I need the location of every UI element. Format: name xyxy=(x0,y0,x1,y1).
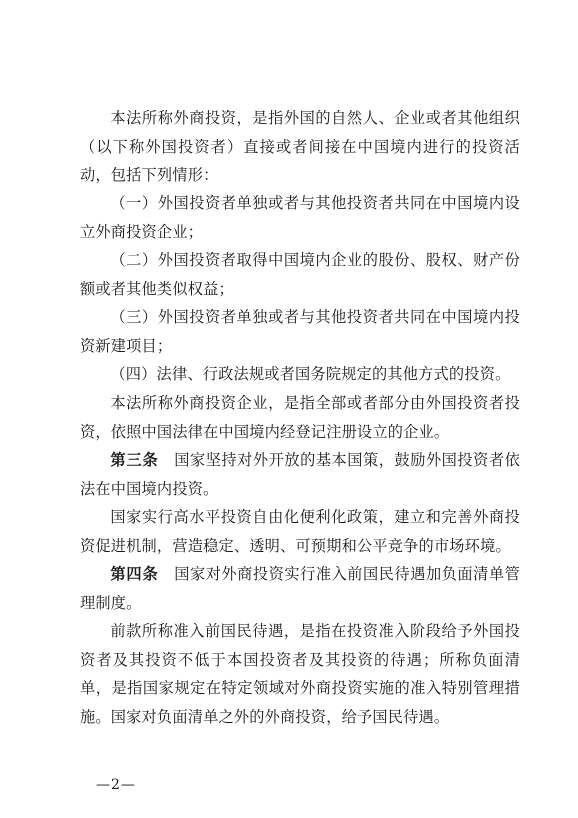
paragraph-article-4: 第四条 国家对外商投资实行准入前国民待遇加负面清单管理制度。 xyxy=(80,565,521,612)
paragraph-item-1: （一）外国投资者单独或者与其他投资者共同在中国境内设立外商投资企业； xyxy=(80,194,520,241)
paragraph-article-3: 第三条 国家坚持对外开放的基本国策，鼓励外国投资者依法在中国境内投资。 xyxy=(80,451,521,498)
paragraph-definition: 本法所称外商投资，是指外国的自然人、企业或者其他组织（以下称外国投资者）直接或者间接在中国境内进行的投资活动，包括下列情形： xyxy=(80,109,520,185)
paragraph-enterprise-definition: 本法所称外商投资企业，是指全部或者部分由外国投资者投资，依照中国法律在中国境内经登记注册设立的企业。 xyxy=(80,394,520,441)
article-4-number: 第四条 xyxy=(110,565,159,583)
paragraph-item-3: （三）外国投资者单独或者与其他投资者共同在中国境内投资新建项目； xyxy=(80,308,520,355)
paragraph-item-2: （二）外国投资者取得中国境内企业的股份、股权、财产份额或者其他类似权益； xyxy=(80,251,520,298)
paragraph-article-4-explanation: 前款所称准入前国民待遇，是指在投资准入阶段给予外国投资者及其投资不低于本国投资者及其投资的待遇；所称负面清单，是指国家规定在特定领域对外商投资实施的准入特别管理措施。国家对负面清单之外的外商投资，给予国民待遇。 xyxy=(80,622,520,726)
paragraph-article-3-policy: 国家实行高水平投资自由化便利化政策，建立和完善外商投资促进机制，营造稳定、透明、可预期和公平竞争的市场环境。 xyxy=(80,508,520,555)
page-number: —2— xyxy=(96,777,136,793)
article-3-number: 第三条 xyxy=(110,451,159,469)
paragraph-item-4: （四）法律、行政法规或者国务院规定的其他方式的投资。 xyxy=(110,365,511,383)
